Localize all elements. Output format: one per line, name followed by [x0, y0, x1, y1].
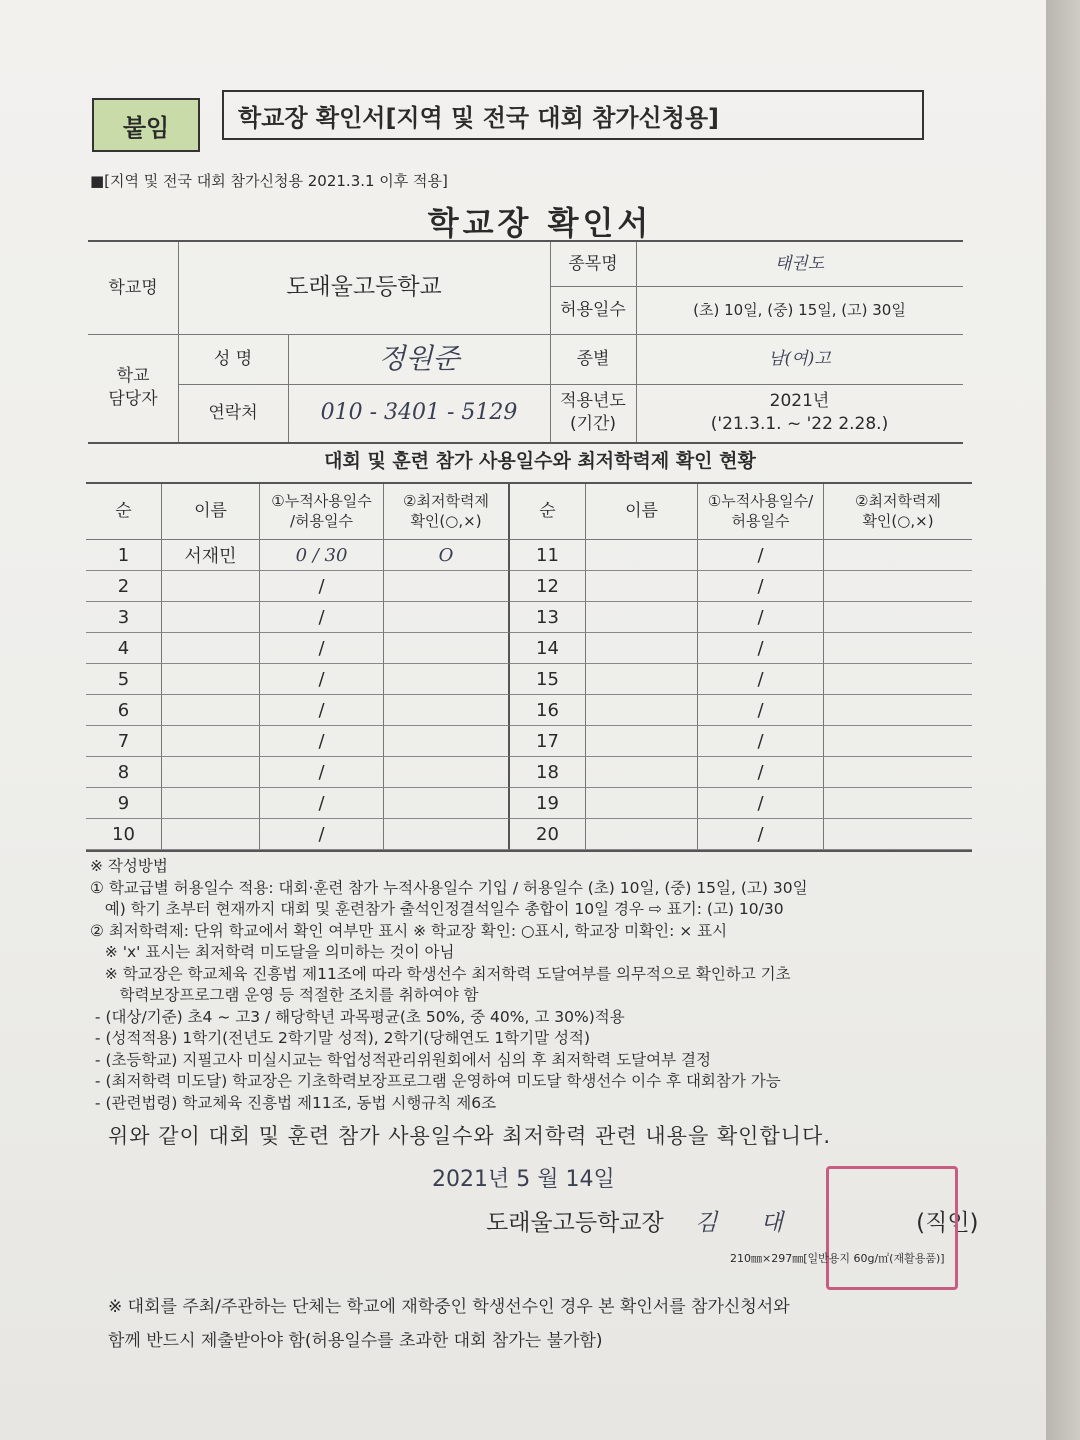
row-days-right: / [698, 664, 824, 695]
note-line: ※ 학교장은 학교체육 진흥법 제11조에 따라 학생선수 최저학력 도달여부를 의무적으로 확인하고 기초 [90, 964, 791, 983]
row-name-left [162, 788, 260, 819]
allow-value: (초) 10일, (중) 15일, (고) 30일 [636, 286, 963, 335]
row-days-right: / [698, 788, 824, 819]
row-number-left: 5 [86, 664, 162, 695]
row-days-left: / [260, 757, 384, 788]
note-line: ※ 'x' 표시는 최저학력 미도달을 의미하는 것이 아님 [90, 943, 455, 961]
row-days-right: / [698, 819, 824, 850]
gender-label: 종별 [550, 334, 637, 385]
section-title: 대회 및 훈련 참가 사용일수와 최저학력제 확인 현황 [324, 450, 756, 472]
row-name-right [586, 664, 698, 695]
row-days-left: / [260, 726, 384, 757]
year-period: ('21.3.1. ~ '22 2.28.) [710, 414, 889, 434]
bottom-note-line-1: ※ 대회를 주최/주관하는 단체는 학교에 재학중인 학생선수인 경우 본 확인서를 참가신청서와 [108, 1297, 790, 1317]
row-number-left: 10 [86, 819, 162, 850]
row-number-right: 14 [510, 633, 586, 664]
sport-value: 태권도 [636, 242, 963, 287]
row-number-right: 17 [510, 726, 586, 757]
row-number-left: 3 [86, 602, 162, 633]
row-check-right [824, 571, 972, 602]
row-days-left: / [260, 571, 384, 602]
note-line: - (초등학교) 지필고사 미실시교는 학업성적관리위원회에서 심의 후 최저학력 도달여부 결정 [90, 1050, 711, 1069]
row-days-right: / [698, 602, 824, 633]
info-table [88, 240, 963, 444]
row-name-right [586, 571, 698, 602]
header-no-right: 순 [510, 484, 586, 540]
manager-label: 학교 담당자 [88, 334, 179, 442]
row-name-left [162, 633, 260, 664]
row-check-right [824, 726, 972, 757]
row-check-right [824, 695, 972, 726]
header-name-left: 이름 [162, 484, 260, 540]
row-check-left [384, 819, 510, 850]
note-line: 학력보장프로그램 운영 등 적절한 조치를 취하여야 함 [90, 986, 479, 1004]
year-label: 적용년도 (기간) [550, 384, 637, 442]
confirm-statement: 위와 같이 대회 및 훈련 참가 사용일수와 최저학력 관련 내용을 확인합니다. [108, 1124, 832, 1148]
row-days-right: / [698, 695, 824, 726]
contact-label: 연락처 [178, 384, 289, 442]
school-value: 도래울고등학교 [178, 242, 551, 335]
principal-signature: 김 대 [695, 1210, 827, 1236]
row-name-left [162, 664, 260, 695]
header-name-right: 이름 [586, 484, 698, 540]
row-name-right [586, 757, 698, 788]
header-days-right: ①누적사용일수/ 허용일수 [698, 484, 824, 540]
seal-label: (직인) [916, 1210, 979, 1236]
name-value: 정원준 [288, 334, 551, 385]
official-seal [826, 1166, 958, 1290]
row-days-right: / [698, 571, 824, 602]
row-name-left [162, 726, 260, 757]
paper-note: 210㎜×297㎜[일반용지 60g/㎡(재활용품)] [730, 1252, 945, 1265]
allow-label: 허용일수 [550, 286, 637, 335]
top-note: ■[지역 및 전국 대회 참가신청용 2021.3.1 이후 적용] [90, 172, 448, 190]
row-days-right: / [698, 726, 824, 757]
row-check-left [384, 664, 510, 695]
participation-table [86, 482, 972, 852]
header-check-left: ②최저학력제 확인(○,×) [384, 484, 510, 540]
sport-label: 종목명 [550, 242, 637, 287]
row-name-left [162, 695, 260, 726]
row-days-left: / [260, 819, 384, 850]
note-line: ※ 작성방법 [90, 857, 168, 875]
row-name-left [162, 571, 260, 602]
row-number-left: 2 [86, 571, 162, 602]
row-number-right: 18 [510, 757, 586, 788]
row-check-left: O [384, 540, 510, 571]
row-days-left: / [260, 664, 384, 695]
note-line: - (최저학력 미도달) 학교장은 기초학력보장프로그램 운영하여 미도달 학생선수 이수 후 대회참가 가능 [90, 1072, 781, 1090]
row-name-left [162, 602, 260, 633]
attachment-label: 붙임 [92, 98, 200, 152]
bottom-note [108, 1290, 790, 1358]
row-check-right [824, 757, 972, 788]
note-line: ① 학교급별 허용일수 적용: 대회·훈련 참가 누적사용일수 기입 / 허용일수 (초) 10일, (중) 15일, (고) 30일 [90, 878, 808, 897]
year-value: 2021년 [769, 391, 830, 412]
row-name-right [586, 726, 698, 757]
row-days-right: / [698, 633, 824, 664]
row-days-left: / [260, 788, 384, 819]
row-number-right: 16 [510, 695, 586, 726]
year-cell [636, 384, 963, 442]
row-name-right [586, 633, 698, 664]
row-number-left: 8 [86, 757, 162, 788]
row-number-right: 20 [510, 819, 586, 850]
row-name-right [586, 540, 698, 571]
row-name-right [586, 788, 698, 819]
row-name-right [586, 695, 698, 726]
row-check-left [384, 602, 510, 633]
row-check-left [384, 695, 510, 726]
row-check-right [824, 819, 972, 850]
row-check-left [384, 757, 510, 788]
row-days-left: / [260, 602, 384, 633]
row-number-left: 1 [86, 540, 162, 571]
header-days-left: ①누적사용일수 /허용일수 [260, 484, 384, 540]
school-label: 학교명 [88, 242, 179, 335]
row-number-right: 11 [510, 540, 586, 571]
principal-title: 도래울고등학교장 [486, 1210, 664, 1236]
row-days-left: 0 / 30 [260, 540, 384, 571]
note-line: 예) 학기 초부터 현재까지 대회 및 훈련참가 출석인정결석일수 총합이 10일 경우 ⇨ 표기: (고) 10/30 [90, 900, 784, 918]
row-check-left [384, 571, 510, 602]
issue-date: 2021년 5 월 14일 [432, 1167, 615, 1192]
row-name-left [162, 819, 260, 850]
row-name-left: 서재민 [162, 540, 260, 571]
row-number-left: 7 [86, 726, 162, 757]
row-check-right [824, 664, 972, 695]
title-box: 학교장 확인서[지역 및 전국 대회 참가신청용] [222, 90, 924, 140]
header-no-left: 순 [86, 484, 162, 540]
contact-value: 010 - 3401 - 5129 [288, 384, 551, 442]
row-name-left [162, 757, 260, 788]
row-name-right [586, 819, 698, 850]
row-days-right: / [698, 757, 824, 788]
page-title: 학교장 확인서 [427, 204, 653, 242]
row-check-right [824, 633, 972, 664]
row-check-right [824, 788, 972, 819]
row-check-right [824, 540, 972, 571]
row-check-left [384, 726, 510, 757]
row-check-left [384, 788, 510, 819]
row-number-right: 12 [510, 571, 586, 602]
row-check-right [824, 602, 972, 633]
gender-value: 남(여)고 [636, 334, 963, 385]
writing-instructions [90, 856, 990, 1114]
note-line: - (대상/기준) 초4 ~ 고3 / 해당학년 과목평균(초 50%, 중 40%, 고 30%)적용 [90, 1007, 625, 1026]
row-number-left: 9 [86, 788, 162, 819]
note-line: - (관련법령) 학교체육 진흥법 제11조, 동법 시행규칙 제6조 [90, 1093, 497, 1112]
note-line: ② 최저학력제: 단위 학교에서 확인 여부만 표시 ※ 학교장 확인: ○표시, 학교장 미확인: × 표시 [90, 921, 728, 940]
row-number-right: 15 [510, 664, 586, 695]
row-days-left: / [260, 633, 384, 664]
note-line: - (성적적용) 1학기(전년도 2학기말 성적), 2학기(당해연도 1학기말 성적) [90, 1029, 590, 1047]
name-label: 성 명 [178, 334, 289, 385]
row-name-right [586, 602, 698, 633]
row-number-left: 4 [86, 633, 162, 664]
bottom-note-line-2: 함께 반드시 제출받아야 함(허용일수를 초과한 대회 참가는 불가함) [108, 1331, 603, 1351]
row-number-right: 13 [510, 602, 586, 633]
row-check-left [384, 633, 510, 664]
header-check-right: ②최저학력제 확인(○,×) [824, 484, 972, 540]
row-days-right: / [698, 540, 824, 571]
row-number-right: 19 [510, 788, 586, 819]
row-days-left: / [260, 695, 384, 726]
row-number-left: 6 [86, 695, 162, 726]
